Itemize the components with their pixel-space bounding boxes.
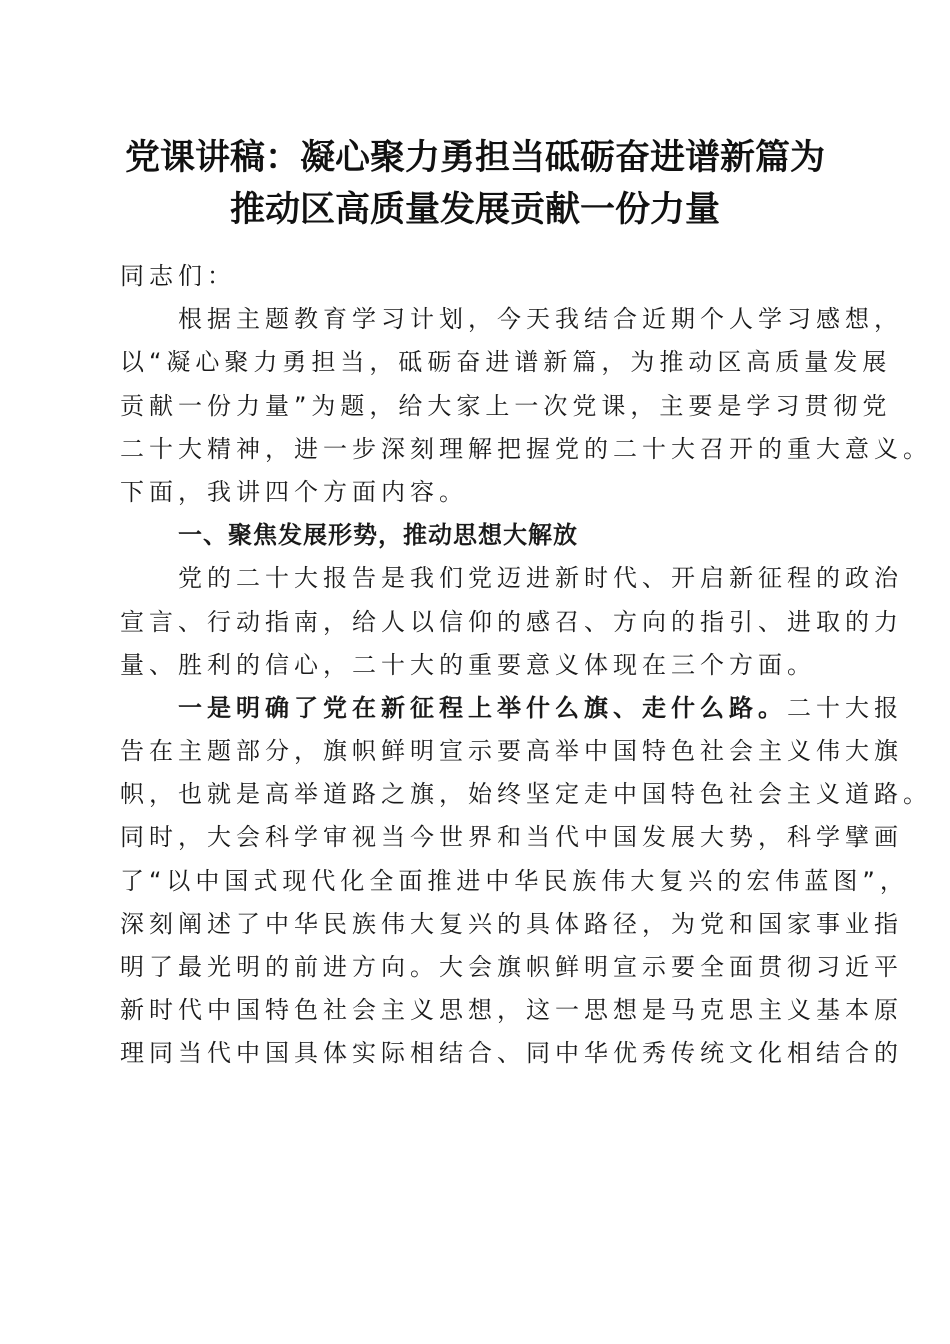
paragraph-line: 了“以中国式现代化全面推进中华民族伟大复兴的宏伟蓝图”，	[120, 866, 909, 895]
paragraph-line: 同时，大会科学审视当今世界和当代中国发展大势，科学擘画	[120, 823, 903, 852]
salutation: 同志们：	[120, 262, 236, 290]
paragraph-line: 明了最光明的前进方向。大会旗帜鲜明宣示要全面贯彻习近平	[120, 953, 903, 981]
paragraph-line: 理同当代中国具体实际相结合、同中华优秀传统文化相结合的	[120, 1039, 903, 1068]
document-title	[80, 132, 870, 236]
intro-line: 根据主题教育学习计划，今天我结合近期个人学习感想，	[178, 305, 903, 334]
paragraph-lead-rest: 二十大报	[787, 693, 903, 722]
paragraph-line: 党的二十大报告是我们党迈进新时代、开启新征程的政治	[178, 564, 903, 593]
paragraph-line: 帜，也就是高举道路之旗，始终坚定走中国特色社会主义道路。	[120, 780, 932, 809]
paragraph-line: 告在主题部分，旗帜鲜明宣示要高举中国特色社会主义伟大旗	[120, 737, 903, 766]
intro-line: 贡献一份力量”为题，给大家上一次党课，主要是学习贯彻党	[120, 391, 892, 420]
section-heading-1: 一、聚焦发展形势，推动思想大解放	[178, 521, 578, 550]
paragraph-line	[120, 687, 903, 730]
intro-line: 二十大精神，进一步深刻理解把握党的二十大召开的重大意义。	[120, 434, 932, 463]
paragraph-line: 深刻阐述了中华民族伟大复兴的具体路径，为党和国家事业指	[120, 909, 903, 938]
intro-line: 以“凝心聚力勇担当，砥砺奋进谱新篇，为推动区高质量发展	[120, 348, 892, 377]
paragraph-lead: 一是明确了党在新征程上举什么旗、走什么路。	[178, 693, 787, 722]
title-line-2: 推动区高质量发展贡献一份力量	[229, 189, 720, 230]
document-body	[120, 255, 932, 1076]
paragraph-line: 量、胜利的信心，二十大的重要意义体现在三个方面。	[120, 650, 816, 679]
title-line-1: 党课讲稿：凝心聚力勇担当砥砺奋进谱新篇为	[124, 137, 825, 178]
intro-line: 下面，我讲四个方面内容。	[120, 477, 468, 506]
paragraph-line: 新时代中国特色社会主义思想，这一思想是马克思主义基本原	[120, 996, 903, 1025]
paragraph-line: 宣言、行动指南，给人以信仰的感召、方向的指引、进取的力	[120, 607, 903, 636]
